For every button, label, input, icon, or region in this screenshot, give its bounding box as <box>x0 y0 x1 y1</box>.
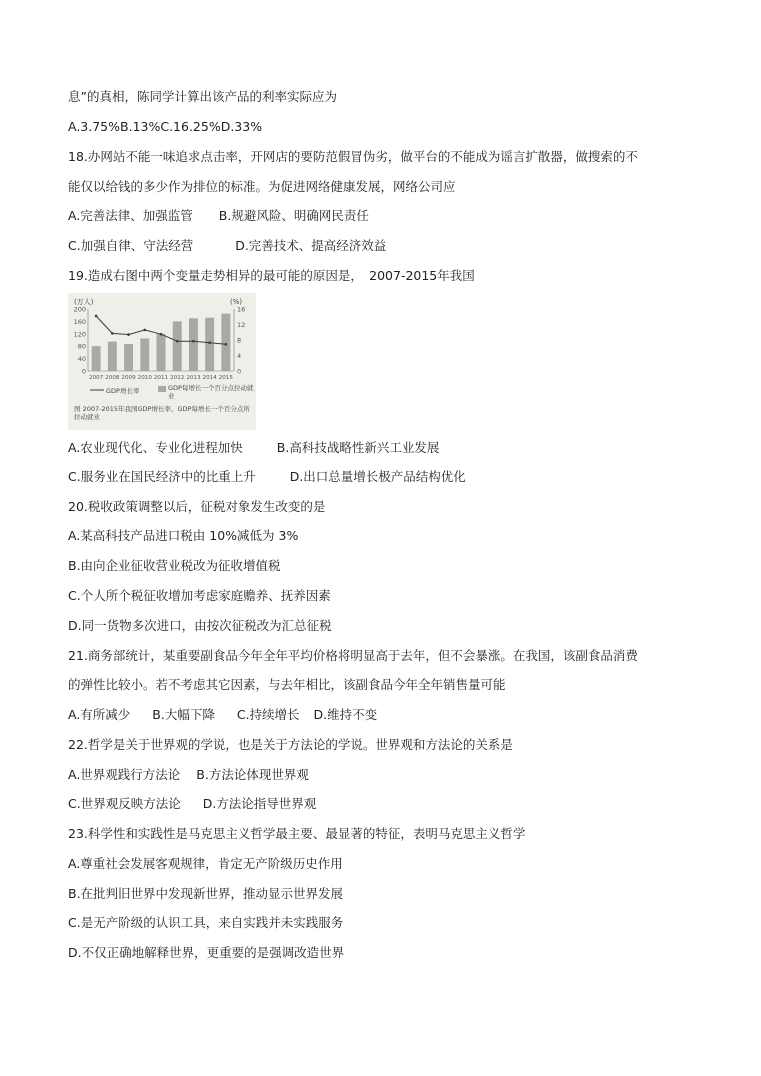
question-20-option-d: D.同一货物多次进口，由按次征税改为汇总征税 <box>68 618 332 633</box>
question-19-options-ab <box>68 440 439 456</box>
question-21-options <box>68 707 377 723</box>
question-23-option-a: A.尊重社会发展客观规律，肯定无产阶级历史作用 <box>68 856 343 871</box>
y-right-tick-label: 0 <box>237 367 242 376</box>
question-22-options-ab <box>68 767 309 783</box>
gdp-growth-point <box>225 343 228 346</box>
gdp-growth-point <box>192 340 195 343</box>
answer-options-q17: A.3.75%B.13%C.16.25%D.33% <box>68 119 263 134</box>
y-left-tick-label: 120 <box>73 330 86 339</box>
gdp-growth-point <box>208 341 211 344</box>
chart-figure <box>68 293 256 430</box>
option-a: A.完善法律、加强监管 <box>68 208 193 223</box>
gdp-growth-point <box>127 333 130 336</box>
option-a: A.有所减少 <box>68 707 131 722</box>
bar <box>173 321 182 371</box>
x-tick-label: 2013 <box>186 375 201 381</box>
question-23-option-d: D.不仅正确地解释世界，更重要的是强调改造世界 <box>68 945 345 960</box>
question-19: 19.造成右图中两个变量走势相异的最可能的原因是， 2007-2015年我国 <box>68 268 475 283</box>
option-d: D.完善技术、提高经济效益 <box>235 238 387 253</box>
y-left-tick-label: 40 <box>77 355 86 364</box>
question-18-line2: 能仅以给钱的多少作为排位的标准。为促进网络健康发展，网络公司应 <box>68 179 456 194</box>
option-c: C.服务业在国民经济中的比重上升 <box>68 469 256 484</box>
question-22-options-cd <box>68 796 316 812</box>
option-d: D.维持不变 <box>313 707 378 722</box>
y-right-tick-label: 4 <box>237 352 242 360</box>
y-left-unit: (万人) <box>74 298 94 306</box>
question-20: 20.税收政策调整以后，征税对象发生改变的是 <box>68 499 326 514</box>
question-23-option-b: B.在批判旧世界中发现新世界，推动显示世界发展 <box>68 886 344 901</box>
legend-employment: GDP每增长一个百分点拉动就业 <box>168 384 254 400</box>
bar <box>221 314 230 371</box>
question-18-options-ab <box>68 208 369 224</box>
legend-gdp-growth: GDP增长率 <box>106 387 140 395</box>
x-tick-label: 2008 <box>105 375 120 381</box>
y-right-tick-label: 8 <box>237 336 242 345</box>
y-left-tick-label: 80 <box>77 342 86 351</box>
text-line: 息”的真相，陈同学计算出该产品的利率实际应为 <box>68 89 337 104</box>
question-19-options-cd <box>68 469 466 485</box>
gdp-growth-point <box>111 332 114 335</box>
x-tick-label: 2012 <box>170 375 185 381</box>
y-left-tick-label: 200 <box>73 305 86 314</box>
bar <box>124 344 133 371</box>
gdp-employment-chart <box>68 293 256 430</box>
question-23: 23.科学性和实践性是马克思主义哲学最主要、最显著的特征，表明马克思主义哲学 <box>68 826 526 841</box>
option-c: C.世界观反映方法论 <box>68 796 181 811</box>
question-20-option-c: C.个人所个税征收增加考虑家庭赡养、抚养因素 <box>68 588 331 603</box>
question-23-option-c: C.是无产阶级的认识工具，来自实践并未实践服务 <box>68 915 344 930</box>
option-b: B.规避风险、明确网民责任 <box>218 208 369 223</box>
option-a: A.世界观践行方法论 <box>68 767 181 782</box>
x-tick-label: 2007 <box>88 375 104 381</box>
x-tick-label: 2011 <box>153 375 169 381</box>
x-tick-label: 2009 <box>121 375 136 381</box>
bar <box>140 338 149 371</box>
option-b: B.高科技战略性新兴工业发展 <box>276 440 440 455</box>
chart-caption: 图 2007-2015年我国GDP增长率、GDP每增长一个百分点所拉动就业 <box>74 405 250 421</box>
question-18-line1: 18.办网站不能一味追求点击率，开网店的要防范假冒伪劣，做平台的不能成为谣言扩散器，做搜索的不 <box>68 149 638 164</box>
option-b: B.大幅下降 <box>152 707 215 722</box>
x-tick-label: 2015 <box>218 375 234 381</box>
question-21-line2: 的弹性比较小。若不考虑其它因素，与去年相比，该副食品今年全年销售量可能 <box>68 677 506 692</box>
gdp-growth-point <box>143 329 146 332</box>
question-18-options-cd <box>68 238 386 254</box>
y-left-tick-label: 160 <box>73 317 86 326</box>
question-20-option-a: A.某高科技产品进口税由 10%减低为 3% <box>68 528 299 543</box>
y-right-tick-label: 16 <box>237 305 246 314</box>
y-right-tick-label: 12 <box>237 321 246 329</box>
x-tick-label: 2010 <box>137 375 152 381</box>
option-d: D.出口总量增长极产品结构优化 <box>289 469 466 484</box>
bar <box>92 346 101 371</box>
bar <box>108 342 117 371</box>
bar <box>157 334 166 371</box>
option-c: C.持续增长 <box>236 707 300 722</box>
question-22: 22.哲学是关于世界观的学说，也是关于方法论的学说。世界观和方法论的关系是 <box>68 737 513 752</box>
option-b: B.方法论体现世界观 <box>196 767 309 782</box>
question-20-option-b: B.由向企业征收营业税改为征收增值税 <box>68 558 281 573</box>
gdp-growth-point <box>176 340 179 343</box>
y-right-unit: (%) <box>230 298 243 306</box>
option-a: A.农业现代化、专业化进程加快 <box>68 440 243 455</box>
bar <box>205 318 214 371</box>
bar <box>189 318 198 371</box>
gdp-growth-point <box>160 333 163 336</box>
option-c: C.加强自律、守法经营 <box>68 238 194 253</box>
option-d: D.方法论指导世界观 <box>202 796 317 811</box>
x-tick-label: 2014 <box>202 375 217 381</box>
gdp-growth-point <box>95 315 98 318</box>
y-left-tick-label: 0 <box>81 367 86 376</box>
question-21-line1: 21.商务部统计，某重要副食品今年全年平均价格将明显高于去年，但不会暴涨。在我国，该副食品消费 <box>68 648 638 663</box>
legend-bar-swatch <box>158 386 166 392</box>
